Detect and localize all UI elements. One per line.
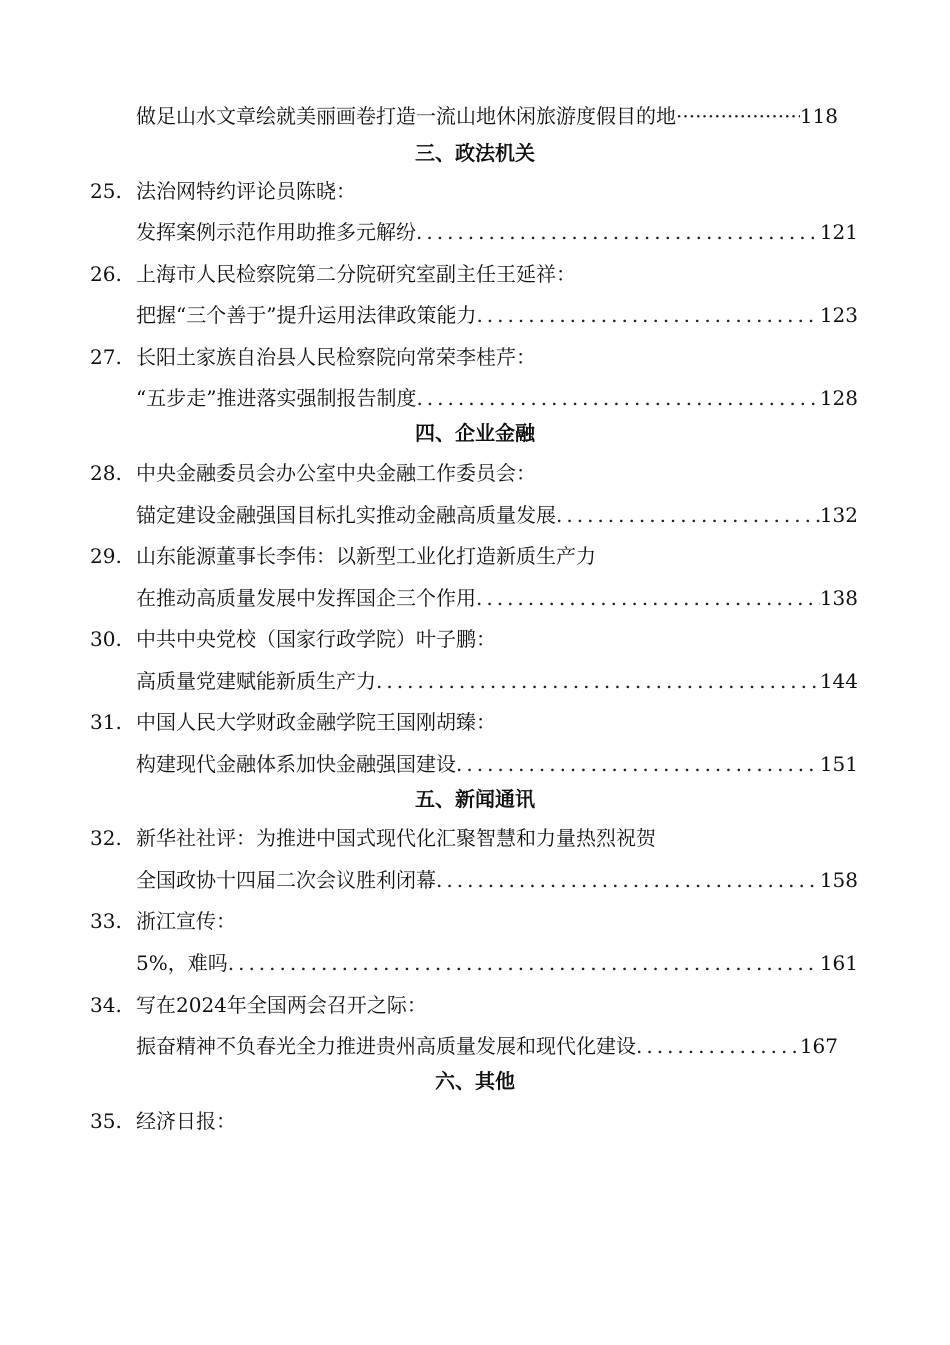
dot-leader <box>436 863 820 897</box>
page-number: 128 <box>819 386 858 410</box>
page-number: 151 <box>819 752 858 776</box>
toc-source-line <box>0 821 950 855</box>
section-heading: 四、企业金融 <box>415 421 535 445</box>
toc-source-line <box>0 904 950 938</box>
toc-entry <box>136 863 858 897</box>
toc-entry <box>136 664 858 698</box>
entry-source: 经济日报： <box>136 1109 236 1133</box>
entry-title: “五步走”推进落实强制报告制度 <box>136 386 417 410</box>
entry-source: 山东能源董事长李伟：以新型工业化打造新质生产力 <box>136 544 596 568</box>
entry-number: 27. <box>90 345 122 369</box>
dot-leader <box>416 215 820 249</box>
page-number: 167 <box>799 1034 838 1058</box>
toc-entry <box>136 946 858 980</box>
entry-number: 25. <box>90 179 122 203</box>
section-heading: 五、新闻通讯 <box>415 787 535 811</box>
toc-entry <box>136 215 858 249</box>
section-heading: 六、其他 <box>435 1069 515 1093</box>
toc-entry <box>136 298 858 332</box>
entry-number: 34. <box>90 993 122 1017</box>
dot-leader <box>456 747 820 781</box>
entry-title: 构建现代金融体系加快金融强国建设 <box>136 752 456 776</box>
entry-number: 32. <box>90 826 122 850</box>
entry-source: 中国人民大学财政金融学院王国刚胡臻： <box>136 710 496 734</box>
entry-title: 5%，难吗 <box>136 951 228 975</box>
toc-source-line <box>0 622 950 656</box>
page-number: 138 <box>819 586 858 610</box>
dot-leader <box>228 946 820 980</box>
toc-entry <box>136 498 858 532</box>
toc-entry-title-line <box>0 215 950 249</box>
entry-number: 33. <box>90 909 122 933</box>
page-number: 144 <box>819 669 858 693</box>
section-heading: 三、政法机关 <box>415 141 535 165</box>
entry-source: 长阳土家族自治县人民检察院向常荣李桂芹： <box>136 345 536 369</box>
toc-entry <box>136 1029 838 1063</box>
page-number: 121 <box>819 220 858 244</box>
toc-entry-title-line <box>0 498 950 532</box>
page-number: 123 <box>819 303 858 327</box>
toc-source-line <box>0 988 950 1022</box>
page-number: 158 <box>819 868 858 892</box>
page-number: 132 <box>819 503 858 527</box>
entry-title: 高质量党建赋能新质生产力 <box>136 669 376 693</box>
toc-entry <box>136 747 858 781</box>
entry-number: 26. <box>90 262 122 286</box>
entry-title: 在推动高质量发展中发挥国企三个作用 <box>136 586 476 610</box>
dot-leader <box>556 498 820 532</box>
entry-source: 法治网特约评论员陈晓： <box>136 179 356 203</box>
entry-source: 中央金融委员会办公室中央金融工作委员会： <box>136 461 536 485</box>
toc-source-line <box>0 340 950 374</box>
toc-source-line <box>0 456 950 490</box>
dot-leader <box>416 381 819 415</box>
entry-source: 浙江宣传： <box>136 909 236 933</box>
entry-title: 锚定建设金融强国目标扎实推动金融高质量发展 <box>136 503 556 527</box>
toc-entry-title-line <box>0 747 950 781</box>
toc-entry <box>136 381 858 415</box>
toc-entry-title-line <box>0 381 950 415</box>
toc-entry-title-line <box>0 863 950 897</box>
toc-entry-title-line <box>0 1029 950 1063</box>
toc-entry <box>136 581 858 615</box>
dot-leader <box>636 1029 800 1063</box>
toc-source-line <box>0 174 950 208</box>
dot-leader <box>676 99 800 133</box>
entry-number: 28. <box>90 461 122 485</box>
entry-title: 全国政协十四届二次会议胜利闭幕 <box>136 868 436 892</box>
toc-source-line <box>0 1104 950 1138</box>
dot-leader <box>476 298 819 332</box>
entry-number: 29. <box>90 544 122 568</box>
entry-title: 发挥案例示范作用助推多元解纷 <box>136 220 416 244</box>
entry-title: 做足山水文章绘就美丽画卷打造一流山地休闲旅游度假目的地 <box>136 104 676 128</box>
toc-source-line <box>0 705 950 739</box>
entry-source: 中共中央党校（国家行政学院）叶子鹏： <box>136 627 496 651</box>
entry-title: 把握“三个善于”提升运用法律政策能力 <box>136 303 477 327</box>
page-number: 118 <box>799 104 838 128</box>
dot-leader <box>376 664 820 698</box>
entry-source: 写在2024年全国两会召开之际： <box>136 993 427 1017</box>
toc-entry <box>136 99 838 133</box>
entry-source: 新华社社评：为推进中国式现代化汇聚智慧和力量热烈祝贺 <box>136 826 656 850</box>
dot-leader <box>476 581 820 615</box>
toc-entry-title-line <box>0 581 950 615</box>
toc-entry-title-line <box>0 298 950 332</box>
entry-source: 上海市人民检察院第二分院研究室副主任王延祥： <box>136 262 576 286</box>
toc-source-line <box>0 539 950 573</box>
toc-source-line <box>0 257 950 291</box>
entry-number: 31. <box>90 710 122 734</box>
page-number: 161 <box>819 951 858 975</box>
toc-entry-title-line <box>0 99 950 133</box>
entry-title: 振奋精神不负春光全力推进贵州高质量发展和现代化建设 <box>136 1034 636 1058</box>
entry-number: 30. <box>90 627 122 651</box>
toc-entry-title-line <box>0 664 950 698</box>
toc-entry-title-line <box>0 946 950 980</box>
entry-number: 35. <box>90 1109 122 1133</box>
